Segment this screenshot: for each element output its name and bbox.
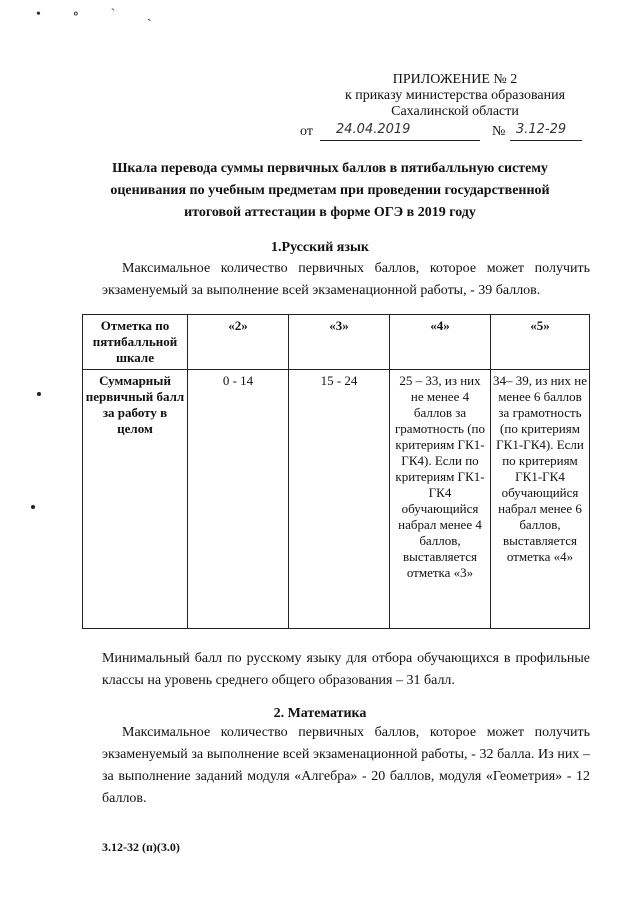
scan-speck	[37, 392, 41, 396]
grade-5-header: «5»	[491, 315, 590, 370]
russian-intro-paragraph	[102, 258, 590, 302]
grade-3-header: «3»	[289, 315, 390, 370]
grade-4-header: «4»	[390, 315, 491, 370]
document-heading	[80, 158, 580, 224]
date-label: от	[300, 124, 313, 139]
handwritten-date: 24.04.2019	[336, 122, 411, 137]
annex-title: ПРИЛОЖЕНИЕ № 2	[392, 72, 518, 87]
number-underline	[510, 140, 582, 141]
heading-line-3: итоговой аттестации в форме ОГЭ в 2019 году	[184, 205, 476, 220]
grade-5-range: 34– 39, из них не менее 6 баллов за грамотность (по критериям ГК1-ГК4). Если по критериям ГК1-ГК4 обучающийся набрал менее 6 баллов, выставляется отметка «4»	[491, 370, 590, 629]
handwritten-number: 3.12-29	[516, 122, 567, 137]
heading-line-2: оценивания по учебным предметам при проведении государственной	[110, 183, 550, 198]
math-intro-text: Максимальное количество первичных баллов, которое может получить экзаменуемый за выполнение всей экзаменационной работы, - 32 балла. Из них – за выполнение заданий модуля «Алгебра» - 20 баллов, модуля «Геометрия» - 12 баллов.	[102, 725, 590, 806]
number-label: №	[492, 124, 506, 139]
grade-2-header: «2»	[188, 315, 289, 370]
section-title-russian: 1.Русский язык	[271, 240, 369, 255]
table-header-row	[83, 315, 590, 370]
annex-block	[330, 72, 580, 120]
score-row-label: Суммарный первичный балл за работу в целом	[83, 370, 188, 629]
grade-2-range: 0 - 14	[188, 370, 289, 629]
annex-region-line: Сахалинской области	[391, 104, 519, 119]
section-title-math: 2. Математика	[273, 706, 367, 721]
table-score-row	[83, 370, 590, 629]
header-row-label: Отметка по пятибалльной шкале	[83, 315, 188, 370]
russian-intro-text: Максимальное количество первичных баллов, которое может получить экзаменуемый за выполнение всей экзаменационной работы, - 39 баллов.	[102, 261, 590, 298]
document-code: 3.12-32 (п)(3.0)	[102, 840, 180, 854]
grade-4-range: 25 – 33, из них не менее 4 баллов за грамотность (по критериям ГК1-ГК4). Если по критериям ГК1-ГК4 обучающийся набрал менее 4 баллов, выставляется отметка «3»	[390, 370, 491, 629]
heading-line-1: Шкала перевода суммы первичных баллов в пятибалльную систему	[112, 161, 548, 176]
scan-speck	[31, 505, 35, 509]
grade-3-range: 15 - 24	[289, 370, 390, 629]
russian-min-score-paragraph: Минимальный балл по русскому языку для отбора обучающихся в профильные классы на уровень среднего общего образования – 31 балл.	[102, 651, 590, 688]
annex-order-line: к приказу министерства образования	[344, 88, 566, 103]
order-date-row	[300, 124, 590, 142]
grade-conversion-table	[82, 314, 590, 629]
date-underline	[320, 140, 480, 141]
scan-specks: • ∘ ˋ ˏ	[36, 7, 166, 22]
math-intro-paragraph	[102, 722, 590, 810]
